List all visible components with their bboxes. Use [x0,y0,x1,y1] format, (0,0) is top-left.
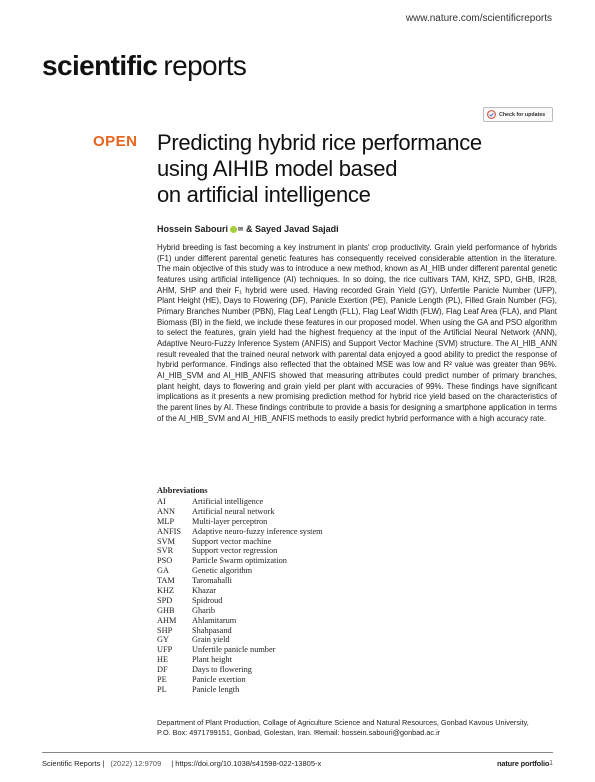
abbreviation-row [157,635,417,645]
abbr-value: Genetic algorithm [192,566,253,576]
abbr-key: MLP [157,516,175,526]
abbreviation-row [157,645,417,655]
masthead-scientific: scientific [42,50,158,81]
abbreviation-row [157,556,417,566]
article-title [157,130,577,208]
abbreviation-row [157,537,417,547]
abbreviation-row [157,507,417,517]
abbreviation-row [157,616,417,626]
abbreviation-row [157,675,417,685]
abbr-value: Particle Swarm optimization [192,556,287,566]
abbr-value: Spidroud [192,595,223,605]
abbr-key: GY [157,635,169,645]
abbr-key: KHZ [157,586,175,596]
abbr-key: AHM [157,615,177,625]
abbr-key: GHB [157,605,175,615]
footer-volume: (2022) 12:9709 [110,758,162,768]
abbreviation-row [157,586,417,596]
abbr-key: TAM [157,576,175,586]
abbr-value: Shahpasand [192,625,232,635]
abbreviation-row [157,655,417,665]
abbr-key: SHP [157,625,173,635]
author-name-1[interactable]: Hossein Sabouri [157,224,229,234]
orcid-icon[interactable] [230,226,237,233]
abbr-value: Gharib [192,605,216,615]
abbreviation-row [157,596,417,606]
abbreviation-row [157,606,417,616]
page-number: 1 [549,759,553,767]
abbr-value: Panicle length [192,684,240,694]
abbr-key: ANFIS [157,526,181,536]
abbr-value: Unfertile panicle number [192,645,276,655]
open-access-label: OPEN [93,133,138,150]
abstract-text: Hybrid breeding is fast becoming a key instrument in plants' crop productivity. Grain yield performance of hybrids (F1) under different parental genetic features has consequently received considerable attention in the literature. The main objective of this study was to introduce a new method, known as AI_HIB under different parental genetic features using artificial intelligence (AI) techniques. In so doing, the rice cultivars TAM, KHZ, SPD, GHB, IR28, AHM, SHP and their F₁ hybrid were used. Having recorded Grain Yield (GY), Unfertile Panicle Number (UFP), Plant Height (HE), Days to Flowering (DF), Panicle Exertion (PE), Panicle Length (PL), Filled Grain Number (FG), Primary Branches Number (PBN), Flag Leaf Length (FLL), Flag Leaf Width (FLW), Flag Leaf Area (FLA), and Plant Biomass (BI) in the field, we include these features in our proposed model. When using the GA and PSO algorithm to select the features, grain yield had the highest frequency at the input of the Artificial Neural Network (ANN), Adaptive Neuro-Fuzzy Inference System (ANFIS) and Support Vector Machine (SVM) structure. The AI_HIB_ANN result revealed that the trained neural network with parental data enjoyed a good ability to predict the response of hybrid performance. Findings also reflected that the obtained MSE was low and R² value was greater than 96%. AI_HIB_SVM and AI_HIB_ANFIS showed that measuring attributes could predict number of primary branches, plant height, days to flowering and grain yield per plant with accuracies of 99%. These findings have significant implications as it presents a new promising prediction method for hybrid rice yield based on the characteristics of the parent lines by AI. These findings contribute to provide a basis for designing a smartphone application in terms of the AI_HIB_SVM and AI_HIB_ANFIS methods to easily predict hybrid performance with a high accuracy rate. [157,243,557,423]
abbreviation-row [157,517,417,527]
check-updates-label: Check for updates [499,111,546,118]
abbreviation-row [157,527,417,537]
abbr-value: Plant height [192,655,232,665]
author-name-2[interactable]: & Sayed Javad Sajadi [246,224,339,234]
abbr-key: SVR [157,546,174,556]
journal-url[interactable]: www.nature.com/scientificreports [405,13,552,24]
abbr-key: SPD [157,595,173,605]
abbr-value: Artificial intelligence [192,497,264,506]
footer-divider [42,752,553,753]
abbr-key: GA [157,566,169,576]
abbr-key: HE [157,655,169,665]
abbr-value: Multi-layer perceptron [192,516,268,526]
abbr-value: Adaptive neuro-fuzzy inference system [192,526,323,536]
abbreviation-row [157,566,417,576]
footer-doi-link[interactable]: | https://doi.org/10.1038/s41598-022-13805-x [171,758,322,768]
affiliation-block [157,718,557,738]
abbreviation-row [157,546,417,556]
abbr-value: Taromahalli [192,576,232,586]
abbr-key: SVM [157,536,175,546]
author-list [157,224,339,234]
journal-masthead [42,50,246,82]
abbr-key: UFP [157,645,173,655]
abbr-value: Days to flowering [192,665,252,675]
abbreviations-heading: Abbreviations [157,486,208,495]
abbr-value: Panicle exertion [192,675,246,685]
abbr-key: PE [157,675,167,685]
abbr-value: Ahlamitarum [192,615,237,625]
title-line-3: on artificial intelligence [157,182,371,207]
abbr-value: Support vector machine [192,536,272,546]
footer-journal: Scientific Reports | [42,758,105,768]
title-line-1: Predicting hybrid rice performance [157,130,482,155]
affiliation-line-2[interactable]: P.O. Box: 4971799151, Gonbad, Golestan, Iran. ✉email: hossein.sabouri@gonbad.ac.ir [157,728,441,737]
check-for-updates-button[interactable] [483,107,553,122]
abbr-key: AI [157,497,166,506]
abbreviation-row [157,685,417,695]
abbreviation-row [157,576,417,586]
abbr-key: PL [157,684,167,694]
check-updates-icon [487,110,496,119]
page-footer [42,757,553,769]
abbr-key: PSO [157,556,173,566]
abbreviation-row [157,665,417,675]
abbr-key: DF [157,665,168,675]
abbr-value: Artificial neural network [192,506,275,516]
abbr-value: Khazar [192,586,216,596]
abbreviations-list [157,497,417,695]
abbr-key: ANN [157,506,175,516]
email-icon[interactable]: ✉ [238,226,244,233]
nature-portfolio-logo: nature portfolio [497,758,550,768]
masthead-reports: reports [163,50,247,81]
affiliation-line-1: Department of Plant Production, Collage of Agriculture Science and Natural Resources, Gonbad Kavous University, [157,718,529,727]
abbr-value: Support vector regression [192,546,278,556]
abbr-value: Grain yield [192,635,230,645]
abbreviation-row [157,626,417,636]
abbreviation-row [157,497,417,507]
title-line-2: using AIHIB model based [157,156,398,181]
